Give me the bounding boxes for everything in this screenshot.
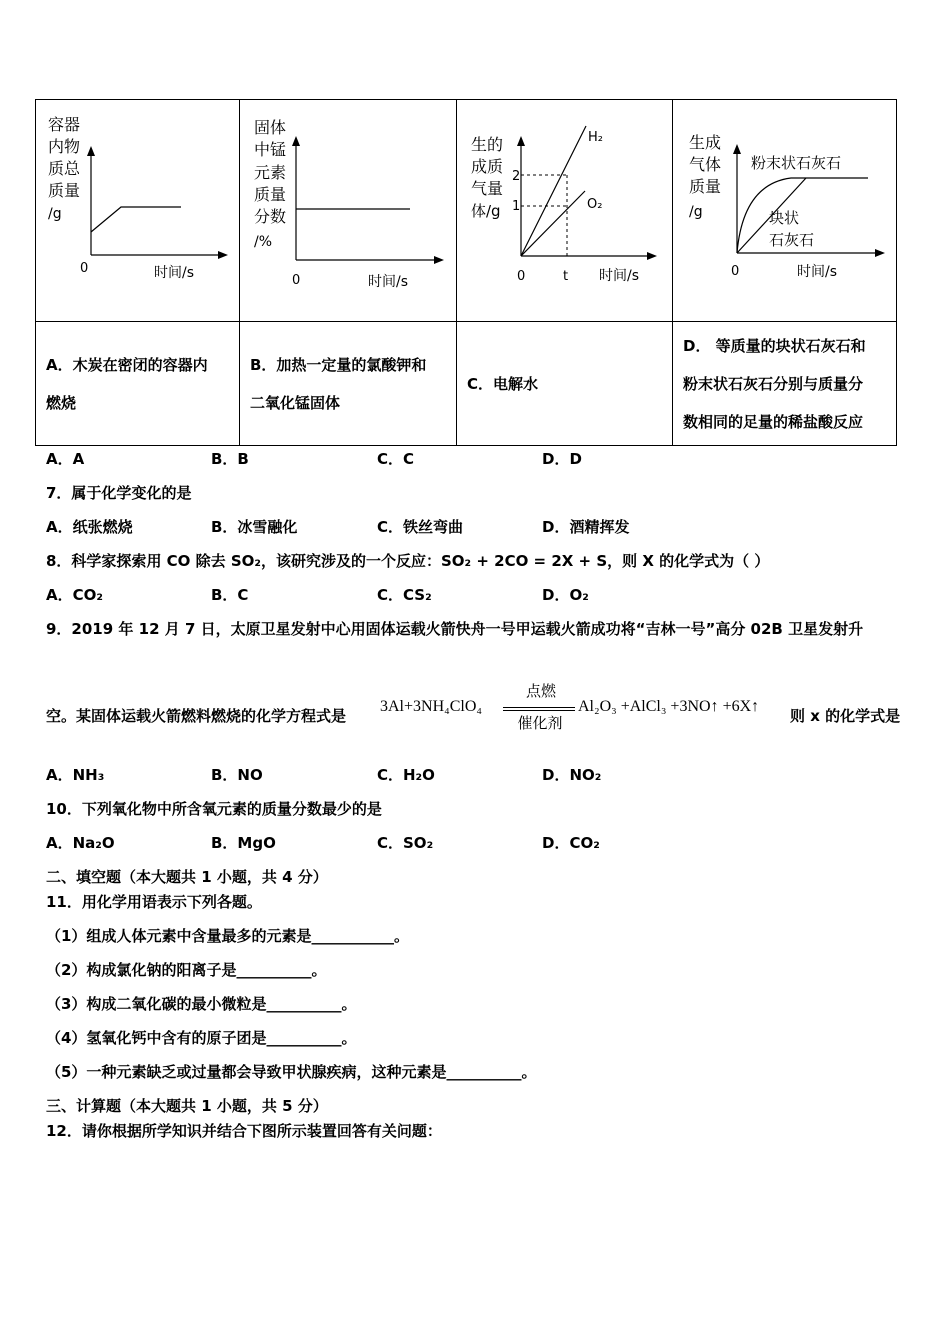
chart-a-origin: 0 [80, 261, 89, 276]
chart-a-cell [36, 100, 240, 322]
chart-a-ylabel-2: 内物 [48, 137, 81, 156]
caption-d [673, 322, 897, 446]
q7-option-b[interactable]: B．冰雪融化 [211, 518, 298, 536]
chart-a-ylabel-5: /g [48, 206, 62, 222]
chart-b [240, 100, 457, 321]
q9-stem-line-2: 空。某固体运载火箭燃料燃烧的化学方程式是 [46, 707, 347, 725]
chart-b-ylabel-1: 固体 [254, 118, 287, 137]
caption-b-line-1: B．加热一定量的氯酸钾和 [250, 355, 427, 374]
chart-a-ylabel-1: 容器 [48, 115, 81, 134]
chart-a-ylabel-3: 质总 [48, 159, 81, 178]
q8-stem: 8．科学家探索用 CO 除去 SO₂，该研究涉及的一个反应：SO₂ + 2CO = 2X + S，则 X 的化学式为（ ） [46, 552, 770, 570]
chart-d-x-arrow [875, 249, 885, 257]
q11-stem: 11．用化学用语表示下列各题。 [46, 893, 262, 911]
caption-d-line-3: 数相同的足量的稀盐酸反应 [683, 412, 864, 431]
chart-d [673, 100, 897, 321]
chart-b-origin: 0 [292, 273, 301, 288]
equation-reactants: 3Al+3NH₄ClO₄ [380, 698, 482, 715]
chart-d-y-arrow [733, 144, 741, 154]
chart-c-ylabel-2: 成质 [471, 157, 504, 176]
q9-option-b[interactable]: B．NO [211, 766, 263, 784]
chart-d-series-block-1: 块状 [769, 209, 800, 227]
q7-option-c[interactable]: C．铁丝弯曲 [377, 518, 464, 536]
q11-item-2: （2）构成氯化钠的阳离子是__________。 [46, 961, 327, 979]
q7-option-d[interactable]: D．酒精挥发 [542, 518, 630, 536]
q6-option-c[interactable]: C．C [377, 450, 415, 468]
caption-c-line-1: C．电解水 [467, 374, 539, 393]
chart-c-ylabel-4: 体/g [471, 202, 501, 220]
chart-b-xlabel: 时间/s [368, 274, 409, 290]
q6-option-a[interactable]: A．A [46, 450, 85, 468]
q9-option-d[interactable]: D．NO₂ [542, 766, 602, 784]
chart-c-tick-1: 1 [512, 199, 521, 214]
chart-c-series-o2: O₂ [587, 197, 603, 212]
chart-c-h2-line [521, 126, 586, 256]
chart-d-ylabel-1: 生成 [689, 133, 722, 152]
chart-b-ylabel-3: 元素 [254, 163, 287, 182]
caption-a [36, 322, 240, 446]
chart-d-ylabel-2: 气体 [689, 155, 722, 174]
chart-d-origin: 0 [731, 264, 740, 279]
chart-a-curve [91, 207, 181, 232]
caption-b-line-2: 二氧化锰固体 [250, 393, 341, 412]
chart-a-y-arrow [87, 146, 95, 156]
q11-item-5: （5）一种元素缺乏或过量都会导致甲状腺疾病，这种元素是__________。 [46, 1063, 537, 1081]
q10-option-b[interactable]: B．MgO [211, 834, 276, 852]
chart-b-y-arrow [292, 136, 300, 146]
chart-a-x-arrow [218, 251, 228, 259]
chart-c-origin: 0 [517, 269, 526, 284]
q9-chemical-equation [380, 680, 790, 736]
chart-c-o2-line [521, 191, 585, 256]
q10-option-a[interactable]: A．Na₂O [46, 834, 115, 852]
caption-a-line-1: A．木炭在密闭的容器内 [46, 355, 208, 374]
chart-a-ylabel-4: 质量 [48, 181, 81, 200]
chart-b-ylabel-4: 质量 [254, 185, 287, 204]
q7-stem: 7．属于化学变化的是 [46, 484, 192, 502]
q11-item-4: （4）氢氧化钙中含有的原子团是__________。 [46, 1029, 357, 1047]
chart-d-cell [673, 100, 897, 322]
chart-a-xlabel: 时间/s [154, 265, 195, 281]
q9-stem-line-2-end: 则 x 的化学式是 [790, 707, 901, 725]
chart-c-xlabel: 时间/s [599, 268, 640, 284]
equation-bar-2 [503, 710, 575, 711]
chart-c-ylabel-3: 气量 [471, 179, 504, 198]
q11-item-3: （3）构成二氧化碳的最小微粒是__________。 [46, 995, 357, 1013]
section-2-title: 二、填空题（本大题共 1 小题，共 4 分） [46, 868, 328, 886]
q8-option-a[interactable]: A．CO₂ [46, 586, 103, 604]
chart-b-ylabel-6: /% [254, 234, 273, 250]
caption-d-line-1: D． 等质量的块状石灰石和 [683, 336, 866, 355]
q6-option-b[interactable]: B．B [211, 450, 249, 468]
chart-d-ylabel-4: /g [689, 204, 703, 220]
q9-stem-line-1: 9．2019 年 12 月 7 日，太原卫星发射中心用固体运载火箭快舟一号甲运载火箭成功将“吉林一号”高分 02B 卫星发射升 [46, 620, 864, 638]
equation-bar-1 [503, 707, 575, 708]
chart-a [36, 100, 240, 321]
chart-c-ylabel-1: 生的 [471, 135, 504, 154]
caption-b [240, 322, 457, 446]
caption-a-line-2: 燃烧 [46, 393, 77, 412]
q6-chart-table [35, 99, 897, 446]
chart-c-y-arrow [517, 136, 525, 146]
chart-b-ylabel-2: 中锰 [254, 140, 287, 159]
q6-option-d[interactable]: D．D [542, 450, 582, 468]
q8-option-b[interactable]: B．C [211, 586, 249, 604]
q10-option-c[interactable]: C．SO₂ [377, 834, 434, 852]
q7-option-a[interactable]: A．纸张燃烧 [46, 518, 133, 536]
chart-b-ylabel-5: 分数 [254, 207, 287, 226]
chart-d-ylabel-3: 质量 [689, 177, 722, 196]
equation-products: Al₂O₃ +AlCl₃ +3NO↑ +6X↑ [578, 698, 760, 715]
section-3-title: 三、计算题（本大题共 1 小题，共 5 分） [46, 1097, 328, 1115]
chart-c-series-h2: H₂ [588, 130, 603, 145]
q9-option-c[interactable]: C．H₂O [377, 766, 435, 784]
chart-c-cell [457, 100, 673, 322]
chart-d-series-powder: 粉末状石灰石 [751, 154, 842, 172]
chart-c-x-arrow [647, 252, 657, 260]
caption-d-line-2: 粉末状石灰石分别与质量分 [683, 374, 864, 393]
equation-condition-bottom: 催化剂 [517, 716, 563, 732]
q12-stem: 12．请你根据所学知识并结合下图所示装置回答有关问题： [46, 1122, 442, 1140]
q10-stem: 10．下列氧化物中所含氧元素的质量分数最少的是 [46, 800, 382, 818]
chart-d-series-block-2: 石灰石 [769, 231, 815, 249]
chart-d-xlabel: 时间/s [797, 264, 838, 280]
chart-b-x-arrow [434, 256, 444, 264]
equation-condition-top: 点燃 [525, 684, 556, 700]
chart-b-cell [240, 100, 457, 322]
caption-c [457, 322, 673, 446]
q8-option-d[interactable]: D．O₂ [542, 586, 589, 604]
chart-c-tick-t: t [563, 269, 569, 284]
chart-c [457, 100, 673, 321]
q8-option-c[interactable]: C．CS₂ [377, 586, 432, 604]
q11-item-1: （1）组成人体元素中含量最多的元素是___________。 [46, 927, 409, 945]
q10-option-d[interactable]: D．CO₂ [542, 834, 600, 852]
chart-c-tick-2: 2 [512, 169, 521, 184]
q9-option-a[interactable]: A．NH₃ [46, 766, 105, 784]
